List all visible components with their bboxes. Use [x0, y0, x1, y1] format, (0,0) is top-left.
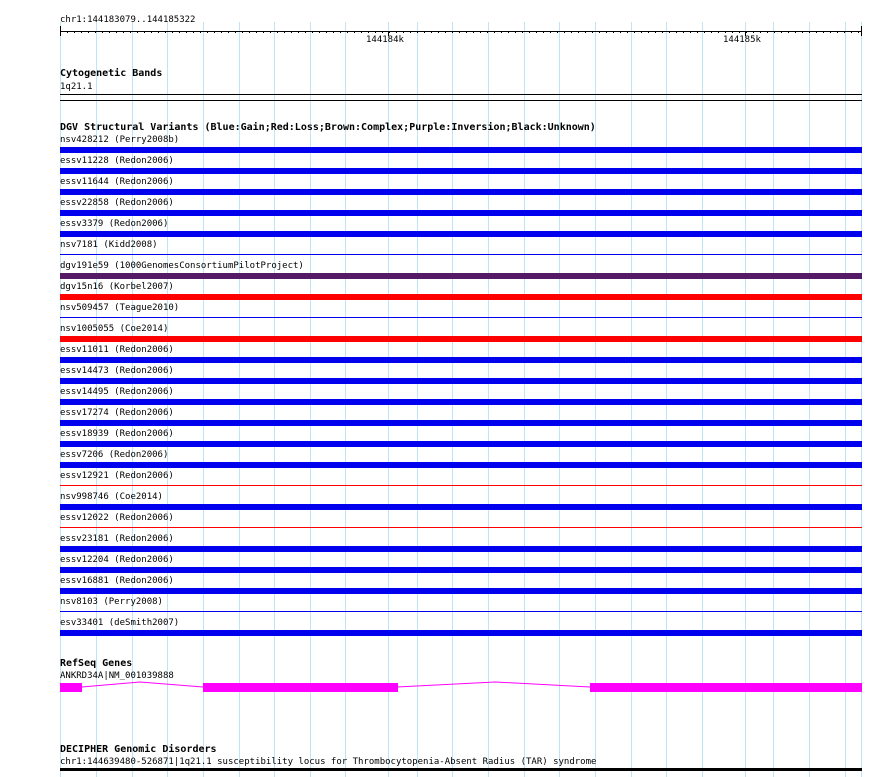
ruler-minor-tick — [102, 31, 103, 33]
dgv-variant-bar[interactable] — [60, 273, 862, 279]
ruler-minor-tick — [550, 31, 551, 33]
ruler-minor-tick — [396, 31, 397, 33]
dgv-variant-label[interactable]: essv12921 (Redon2006) — [60, 471, 174, 481]
dgv-variant-label[interactable]: essv11011 (Redon2006) — [60, 345, 174, 355]
ruler-minor-tick — [837, 31, 838, 33]
ruler-minor-tick — [571, 31, 572, 33]
ruler-minor-tick — [256, 31, 257, 33]
ruler-minor-tick — [746, 31, 747, 33]
ruler-minor-tick — [508, 31, 509, 33]
ruler-tick-label: 144185k — [723, 35, 761, 45]
ruler-minor-tick — [221, 31, 222, 33]
ruler-minor-tick — [277, 31, 278, 33]
ruler-minor-tick — [711, 31, 712, 33]
dgv-variant-bar[interactable] — [60, 210, 862, 216]
ruler-minor-tick — [368, 31, 369, 33]
ruler-minor-tick — [431, 31, 432, 33]
ruler-minor-tick — [74, 31, 75, 33]
ruler-minor-tick — [697, 31, 698, 33]
ruler-minor-tick — [438, 31, 439, 33]
ruler-minor-tick — [802, 31, 803, 33]
dgv-variant-label[interactable]: essv17274 (Redon2006) — [60, 408, 174, 418]
dgv-variant-label[interactable]: essv14495 (Redon2006) — [60, 387, 174, 397]
ruler-minor-tick — [501, 31, 502, 33]
ruler-minor-tick — [704, 31, 705, 33]
dgv-variant-label[interactable]: essv12022 (Redon2006) — [60, 513, 174, 523]
decipher-bar[interactable] — [60, 768, 862, 771]
dgv-variant-label[interactable]: essv11228 (Redon2006) — [60, 156, 174, 166]
dgv-variant-label[interactable]: essv22858 (Redon2006) — [60, 198, 174, 208]
ruler-minor-tick — [109, 31, 110, 33]
dgv-variant-label[interactable]: nsv8103 (Perry2008) — [60, 597, 163, 607]
ruler-minor-tick — [592, 31, 593, 33]
ruler-minor-tick — [179, 31, 180, 33]
dgv-variant-bar[interactable] — [60, 588, 862, 594]
ruler-minor-tick — [473, 31, 474, 33]
ruler-minor-tick — [662, 31, 663, 33]
ruler-minor-tick — [543, 31, 544, 33]
dgv-variant-bar[interactable] — [60, 189, 862, 195]
ruler-minor-tick — [627, 31, 628, 33]
dgv-variant-label[interactable]: essv12204 (Redon2006) — [60, 555, 174, 565]
cytoband-line — [60, 94, 862, 95]
dgv-variant-label[interactable]: nsv1005055 (Coe2014) — [60, 324, 169, 334]
ruler-minor-tick — [116, 31, 117, 33]
refseq-exon[interactable] — [60, 683, 82, 692]
ruler-minor-tick — [830, 31, 831, 33]
ruler-minor-tick — [319, 31, 320, 33]
dgv-variant-label[interactable]: nsv509457 (Teague2010) — [60, 303, 180, 313]
dgv-variant-label[interactable]: essv11644 (Redon2006) — [60, 177, 174, 187]
track-title-decipher[interactable]: DECIPHER Genomic Disorders — [60, 744, 217, 755]
ruler-minor-tick — [564, 31, 565, 33]
dgv-variant-bar[interactable] — [60, 231, 862, 237]
ruler-minor-tick — [732, 31, 733, 33]
ruler-minor-tick — [60, 31, 61, 33]
ruler-minor-tick — [193, 31, 194, 33]
ruler-minor-tick — [284, 31, 285, 33]
ruler-minor-tick — [123, 31, 124, 33]
ruler-minor-tick — [235, 31, 236, 33]
ruler-minor-tick — [81, 31, 82, 33]
dgv-variant-bar[interactable] — [60, 462, 862, 468]
dgv-variant-label[interactable]: nsv428212 (Perry2008b) — [60, 135, 180, 145]
ruler-minor-tick — [599, 31, 600, 33]
dgv-variant-label[interactable]: dgv191e59 (1000GenomesConsortiumPilotProject) — [60, 261, 304, 271]
dgv-variant-bar[interactable] — [60, 336, 862, 342]
ruler-minor-tick — [641, 31, 642, 33]
ruler-minor-tick — [676, 31, 677, 33]
ruler-minor-tick — [144, 31, 145, 33]
dgv-variant-label[interactable]: nsv998746 (Coe2014) — [60, 492, 163, 502]
dgv-variant-bar[interactable] — [60, 567, 862, 573]
ruler-minor-tick — [417, 31, 418, 33]
ruler-minor-tick — [151, 31, 152, 33]
refseq-exon[interactable] — [590, 683, 862, 692]
ruler-minor-tick — [333, 31, 334, 33]
dgv-variant-bar[interactable] — [60, 420, 862, 426]
ruler-minor-tick — [585, 31, 586, 33]
ruler-minor-tick — [683, 31, 684, 33]
track-title-dgv[interactable]: DGV Structural Variants (Blue:Gain;Red:Loss;Brown:Complex;Purple:Inversion;Black:Unknown) — [60, 122, 596, 133]
ruler-minor-tick — [67, 31, 68, 33]
ruler-minor-tick — [347, 31, 348, 33]
ruler-minor-tick — [354, 31, 355, 33]
dgv-variant-label[interactable]: essv3379 (Redon2006) — [60, 219, 169, 229]
ruler-minor-tick — [95, 31, 96, 33]
dgv-variant-bar[interactable] — [60, 317, 862, 318]
ruler-minor-tick — [165, 31, 166, 33]
dgv-variant-bar[interactable] — [60, 441, 862, 447]
ruler-minor-tick — [403, 31, 404, 33]
ruler-minor-tick — [459, 31, 460, 33]
ruler-minor-tick — [809, 31, 810, 33]
ruler-minor-tick — [242, 31, 243, 33]
ruler-minor-tick — [480, 31, 481, 33]
ruler-minor-tick — [725, 31, 726, 33]
ruler-minor-tick — [298, 31, 299, 33]
ruler-minor-tick — [214, 31, 215, 33]
dgv-variant-label[interactable]: esv33401 (deSmith2007) — [60, 618, 180, 628]
ruler-end-tick — [861, 26, 862, 36]
ruler-minor-tick — [137, 31, 138, 33]
refseq-exon[interactable] — [203, 683, 398, 692]
ruler-minor-tick — [606, 31, 607, 33]
ruler-minor-tick — [200, 31, 201, 33]
dgv-variant-label[interactable]: essv7206 (Redon2006) — [60, 450, 169, 460]
ruler-minor-tick — [158, 31, 159, 33]
cytoband-line — [60, 100, 862, 101]
dgv-variant-bar[interactable] — [60, 504, 862, 510]
ruler-minor-tick — [655, 31, 656, 33]
ruler-minor-tick — [557, 31, 558, 33]
ruler-range-label: chr1:144183079..144185322 — [60, 15, 196, 25]
ruler-minor-tick — [816, 31, 817, 33]
ruler-minor-tick — [305, 31, 306, 33]
decipher-label[interactable]: chr1:144639480-526871|1q21.1 susceptibility locus for Thrombocytopenia-Absent Radius (TAR) syndrome — [60, 757, 597, 767]
ruler-minor-tick — [249, 31, 250, 33]
dgv-variant-bar[interactable] — [60, 254, 862, 255]
ruler-minor-tick — [424, 31, 425, 33]
ruler-minor-tick — [445, 31, 446, 33]
ruler-minor-tick — [536, 31, 537, 33]
dgv-variant-label[interactable]: essv18939 (Redon2006) — [60, 429, 174, 439]
ruler-line — [60, 31, 862, 32]
ruler-minor-tick — [130, 31, 131, 33]
ruler-minor-tick — [375, 31, 376, 33]
ruler-minor-tick — [228, 31, 229, 33]
ruler-minor-tick — [340, 31, 341, 33]
dgv-variant-bar[interactable] — [60, 485, 862, 486]
ruler-minor-tick — [634, 31, 635, 33]
ruler-minor-tick — [669, 31, 670, 33]
ruler-minor-tick — [823, 31, 824, 33]
ruler-minor-tick — [263, 31, 264, 33]
ruler-minor-tick — [753, 31, 754, 33]
dgv-variant-bar[interactable] — [60, 294, 862, 300]
ruler-minor-tick — [851, 31, 852, 33]
dgv-variant-label[interactable]: nsv7181 (Kidd2008) — [60, 240, 158, 250]
ruler-minor-tick — [774, 31, 775, 33]
ruler-minor-tick — [578, 31, 579, 33]
ruler-minor-tick — [767, 31, 768, 33]
ruler-minor-tick — [844, 31, 845, 33]
dgv-variant-bar[interactable] — [60, 378, 862, 384]
dgv-variant-label[interactable]: essv23181 (Redon2006) — [60, 534, 174, 544]
dgv-variant-bar[interactable] — [60, 630, 862, 636]
dgv-variant-bar[interactable] — [60, 357, 862, 363]
ruler-minor-tick — [452, 31, 453, 33]
ruler-minor-tick — [88, 31, 89, 33]
ruler-minor-tick — [690, 31, 691, 33]
ruler-tick-label: 144184k — [366, 35, 404, 45]
ruler-minor-tick — [172, 31, 173, 33]
ruler-minor-tick — [291, 31, 292, 33]
ruler-minor-tick — [858, 31, 859, 33]
ruler-minor-tick — [760, 31, 761, 33]
refseq-gene-label[interactable]: ANKRD34A|NM_001039888 — [60, 671, 174, 681]
dgv-variant-label[interactable]: essv16881 (Redon2006) — [60, 576, 174, 586]
ruler-minor-tick — [312, 31, 313, 33]
ruler-minor-tick — [207, 31, 208, 33]
ruler-minor-tick — [522, 31, 523, 33]
ruler-minor-tick — [529, 31, 530, 33]
dgv-variant-bar[interactable] — [60, 168, 862, 174]
ruler-minor-tick — [620, 31, 621, 33]
cytoband-label: 1q21.1 — [60, 82, 93, 92]
dgv-variant-label[interactable]: dgv15n16 (Korbel2007) — [60, 282, 174, 292]
dgv-variant-label[interactable]: essv14473 (Redon2006) — [60, 366, 174, 376]
ruler-minor-tick — [515, 31, 516, 33]
dgv-variant-bar[interactable] — [60, 546, 862, 552]
ruler-minor-tick — [788, 31, 789, 33]
ruler-minor-tick — [795, 31, 796, 33]
ruler-minor-tick — [739, 31, 740, 33]
ruler-minor-tick — [410, 31, 411, 33]
ruler-minor-tick — [389, 31, 390, 33]
ruler-minor-tick — [326, 31, 327, 33]
track-title-refseq[interactable]: RefSeq Genes — [60, 658, 133, 669]
dgv-variant-bar[interactable] — [60, 147, 862, 153]
ruler-minor-tick — [361, 31, 362, 33]
ruler-minor-tick — [186, 31, 187, 33]
ruler-minor-tick — [494, 31, 495, 33]
track-title-cytobands[interactable]: Cytogenetic Bands — [60, 68, 163, 79]
ruler-minor-tick — [718, 31, 719, 33]
ruler-minor-tick — [613, 31, 614, 33]
ruler-minor-tick — [270, 31, 271, 33]
dgv-variant-bar[interactable] — [60, 611, 862, 612]
ruler-minor-tick — [648, 31, 649, 33]
ruler-minor-tick — [781, 31, 782, 33]
ruler-minor-tick — [466, 31, 467, 33]
ruler-minor-tick — [487, 31, 488, 33]
dgv-variant-bar[interactable] — [60, 527, 862, 528]
ruler-minor-tick — [382, 31, 383, 33]
dgv-variant-bar[interactable] — [60, 399, 862, 405]
